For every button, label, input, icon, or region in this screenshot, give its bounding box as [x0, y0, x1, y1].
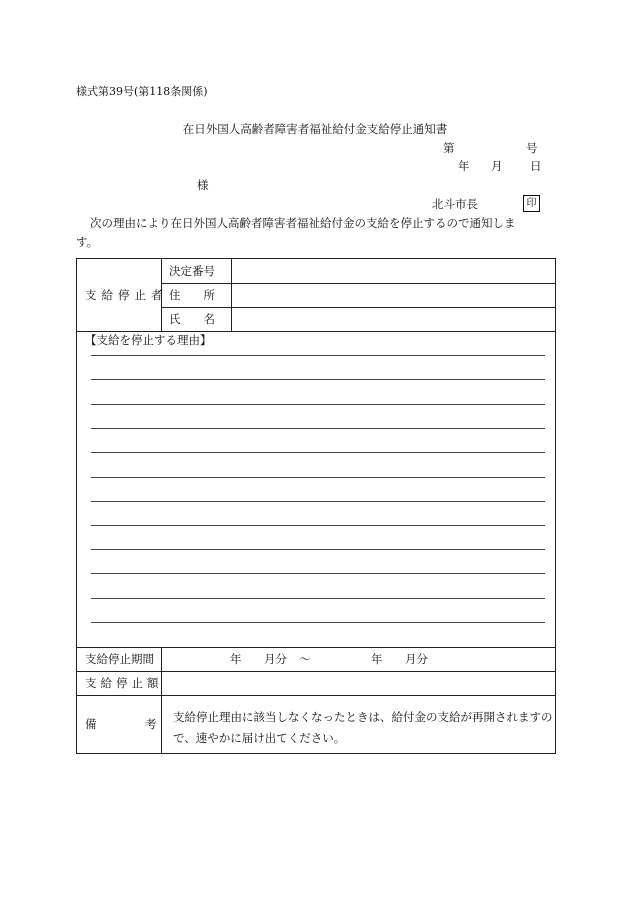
form-id: 様式第39号(第118条関係): [76, 85, 208, 98]
document-number-suffix: 号: [526, 141, 538, 155]
date-month: 月: [491, 159, 503, 173]
seal-stamp: 印: [523, 195, 540, 212]
field-label-address: 住 所: [169, 288, 215, 302]
field-label-decision-number: 決定番号: [169, 264, 215, 278]
remarks-label-right: 考: [145, 717, 157, 731]
divider: [77, 695, 556, 696]
remarks-label-left: 備: [85, 717, 97, 731]
issuer-name: 北斗市長: [432, 197, 478, 211]
field-label-name: 氏 名: [169, 312, 215, 326]
period-month-to: 月分: [405, 652, 428, 666]
reason-value[interactable]: [91, 341, 545, 641]
period-label: 支給停止期間: [85, 652, 154, 666]
date-day: 日: [530, 159, 542, 173]
divider: [162, 307, 556, 308]
amount-label: 支給停止額: [85, 676, 163, 690]
period-month-from: 月分: [264, 652, 287, 666]
subject-label: 支給停止者: [85, 288, 168, 302]
body-text-line1: 次の理由により在日外国人高齢者障害者福祉給付金の支給を停止するので通知しま: [90, 216, 516, 230]
addressee-suffix: 様: [197, 178, 209, 192]
document-title: 在日外国人高齢者障害者福祉給付金支給停止通知書: [182, 122, 448, 136]
period-year-from: 年: [230, 652, 242, 666]
address-value[interactable]: [237, 288, 553, 304]
reason-label: 【支給を停止する理由】: [85, 333, 212, 347]
form-table: [76, 258, 556, 754]
date-year: 年: [458, 159, 470, 173]
body-text-line2: す。: [76, 235, 99, 249]
document-number-label: 第: [443, 141, 455, 155]
divider: [77, 671, 556, 672]
period-tilde: ～: [299, 652, 311, 666]
divider: [77, 331, 556, 332]
divider: [162, 283, 556, 284]
divider: [77, 647, 556, 648]
period-year-to: 年: [371, 652, 383, 666]
name-value[interactable]: [237, 312, 553, 328]
remarks-text: 支給停止理由に該当しなくなったときは、給付金の支給が再開されますので、速やかに届け出てください。: [173, 710, 553, 745]
divider: [231, 259, 232, 331]
divider: [161, 647, 162, 754]
amount-value[interactable]: [169, 675, 553, 691]
decision-number-value[interactable]: [237, 264, 553, 280]
